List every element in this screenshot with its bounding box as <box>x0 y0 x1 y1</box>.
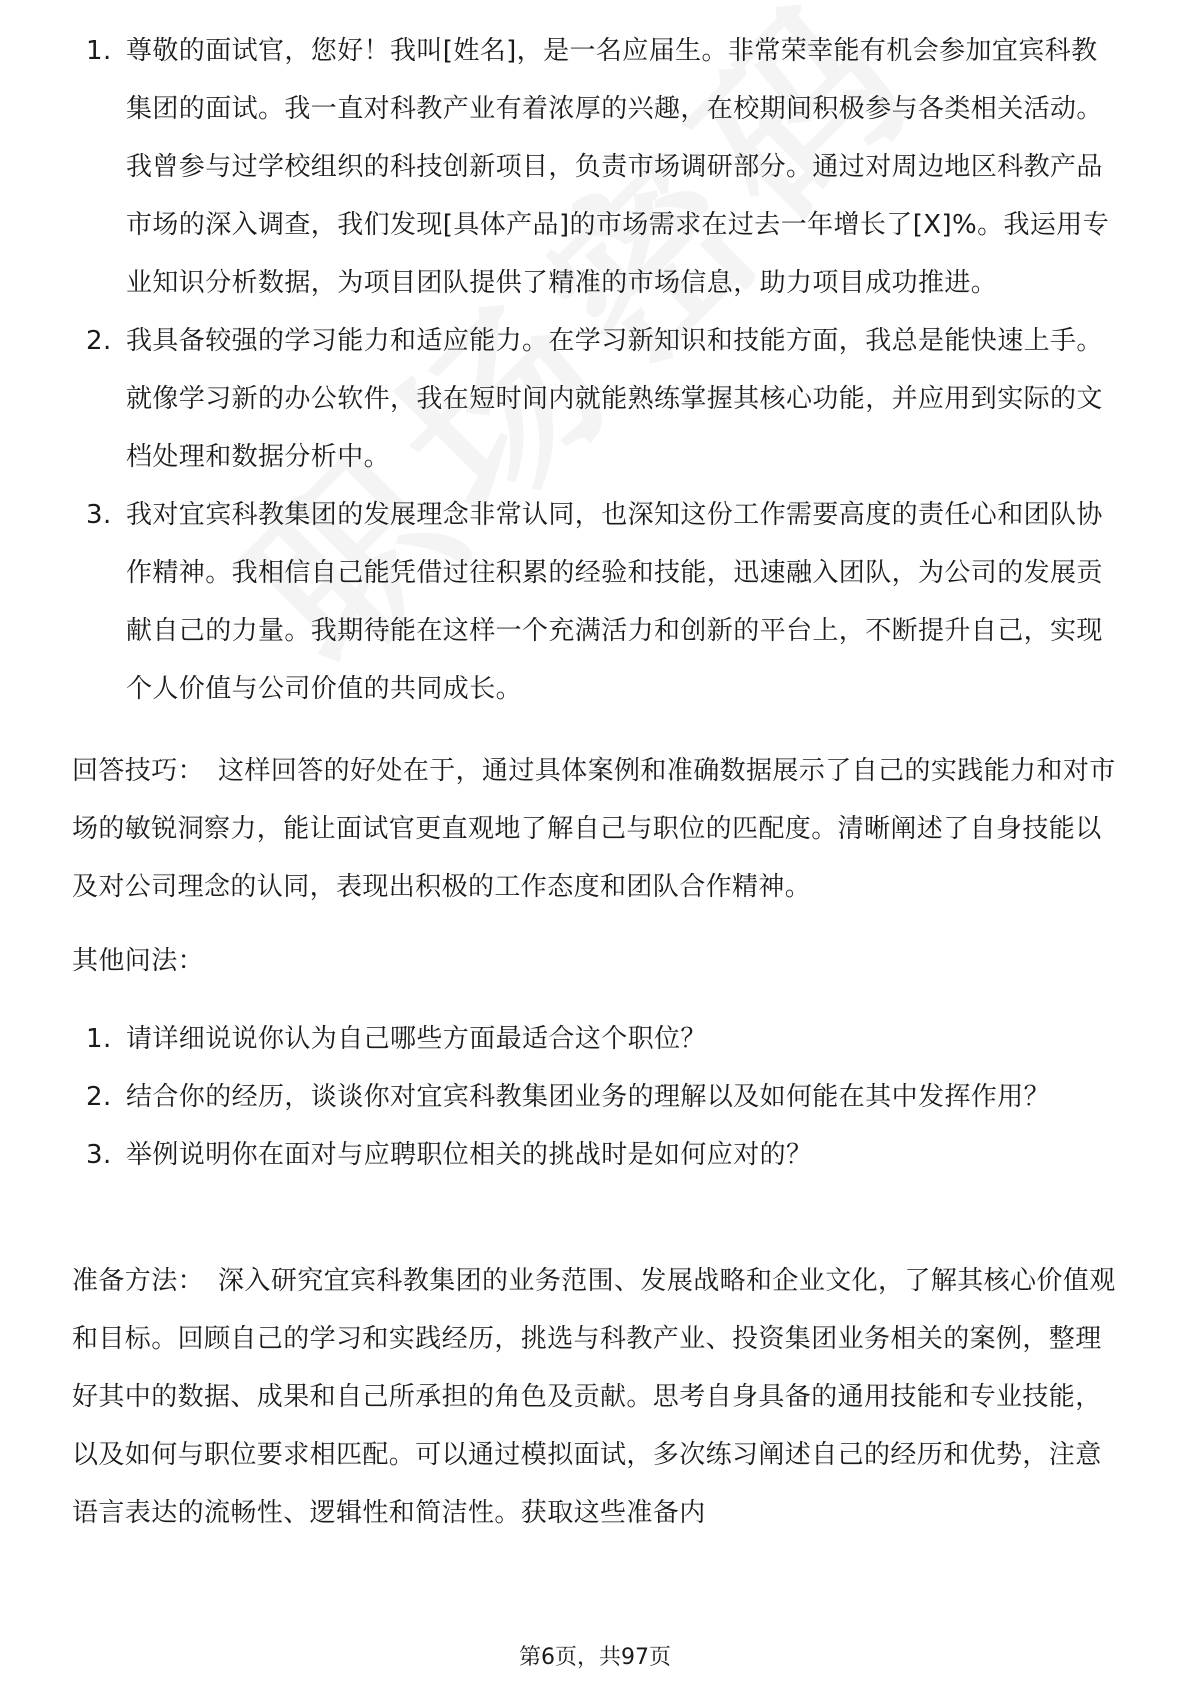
list-text: 结合你的经历，谈谈你对宜宾科教集团业务的理解以及如何能在其中发挥作用？ <box>126 1082 1051 1112</box>
list-item <box>72 1126 1122 1184</box>
list-number: 3. <box>86 1140 112 1170</box>
list-number: 1. <box>86 36 112 66</box>
page-number: 第6页，共97页 <box>519 1645 671 1670</box>
list-number: 2. <box>86 326 112 356</box>
list-text: 举例说明你在面对与应聘职位相关的挑战时是如何应对的？ <box>126 1140 813 1170</box>
answer-tips <box>72 742 1122 916</box>
other-questions-list <box>72 1010 1122 1184</box>
preparation-method <box>72 1252 1122 1542</box>
answer-list <box>72 22 1122 718</box>
list-item <box>72 1010 1122 1068</box>
list-text: 尊敬的面试官，您好！我叫[姓名]，是一名应届生。非常荣幸能有机会参加宜宾科教集团的面试。我一直对科教产业有着浓厚的兴趣，在校期间积极参与各类相关活动。我曾参与过学校组织的科技创新项目，负责市场调研部分。通过对周边地区科教产品市场的深入调查，我们发现[具体产品]的市场需求在过去一年增长了[X]%。我运用专业知识分析数据，为项目团队提供了精准的市场信息，助力项目成功推进。 <box>126 36 1110 298</box>
other-questions-heading <box>72 932 1122 990</box>
list-item <box>72 1068 1122 1126</box>
prep-label: 准备方法： <box>72 1266 205 1296</box>
list-number: 1. <box>86 1024 112 1054</box>
other-label: 其他问法： <box>72 946 205 976</box>
list-text: 请详细说说你认为自己哪些方面最适合这个职位？ <box>126 1024 707 1054</box>
tips-text: 这样回答的好处在于，通过具体案例和准确数据展示了自己的实践能力和对市场的敏锐洞察力，能让面试官更直观地了解自己与职位的匹配度。清晰阐述了自身技能以及对公司理念的认同，表现出积极的工作态度和团队合作精神。 <box>72 756 1116 902</box>
list-number: 2. <box>86 1082 112 1112</box>
list-text: 我具备较强的学习能力和适应能力。在学习新知识和技能方面，我总是能快速上手。就像学习新的办公软件，我在短时间内就能熟练掌握其核心功能，并应用到实际的文档处理和数据分析中。 <box>126 326 1103 472</box>
list-text: 我对宜宾科教集团的发展理念非常认同，也深知这份工作需要高度的责任心和团队协作精神。我相信自己能凭借过往积累的经验和技能，迅速融入团队，为公司的发展贡献自己的力量。我期待能在这样一个充满活力和创新的平台上，不断提升自己，实现个人价值与公司价值的共同成长。 <box>126 500 1103 704</box>
tips-label: 回答技巧： <box>72 756 205 786</box>
list-item <box>72 22 1122 312</box>
list-item <box>72 486 1122 718</box>
prep-text: 深入研究宜宾科教集团的业务范围、发展战略和企业文化，了解其核心价值观和目标。回顾自己的学习和实践经历，挑选与科教产业、投资集团业务相关的案例，整理好其中的数据、成果和自己所承担的角色及贡献。思考自身具备的通用技能和专业技能，以及如何与职位要求相匹配。可以通过模拟面试，多次练习阐述自己的经历和优势，注意语言表达的流畅性、逻辑性和简洁性。获取这些准备内 <box>72 1266 1116 1528</box>
list-number: 3. <box>86 500 112 530</box>
list-item <box>72 312 1122 486</box>
